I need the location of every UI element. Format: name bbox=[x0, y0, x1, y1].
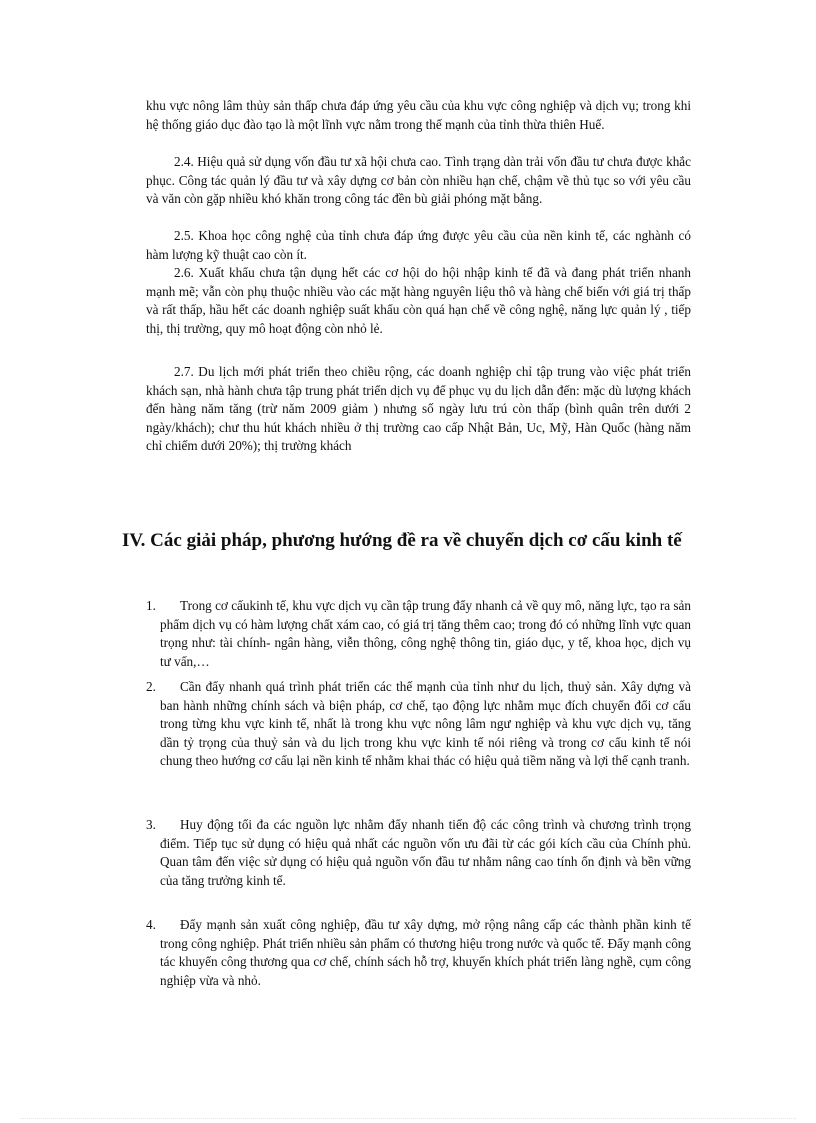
paragraph-2-5: 2.5. Khoa học công nghệ của tỉnh chưa đáp ứng được yêu cầu của nền kinh tế, các nghành có hàm lượng kỹ thuật cao còn ít. bbox=[146, 228, 691, 262]
list-item-number: 4. bbox=[146, 917, 156, 932]
list-item-text: Trong cơ cấukinh tế, khu vực dịch vụ cần tập trung đẩy nhanh cả về quy mô, năng lực, tạo ra sản phẩm dịch vụ có hàm lượng chất xám cao, có giá trị tăng thêm cao; trong đó có những lĩnh vực quan trọng như: tài chính- ngân hàng, viễn thông, công nghệ thông tin, giáo dục, y tế, khoa học, dịch vụ tư vấn,… bbox=[160, 598, 691, 669]
paragraph-intro: khu vực nông lâm thủy sản thấp chưa đáp ứng yêu cầu của khu vực công nghiệp và dịch vụ; trong khi hệ thống giáo dục đào tạo là một lĩnh vực nằm trong thế mạnh của tỉnh thừa thiên Huế. bbox=[146, 98, 691, 132]
list-item-text: Huy động tối đa các nguồn lực nhằm đẩy nhanh tiến độ các công trình và chương trình trọng điểm. Tiếp tục sử dụng có hiệu quả nhất các nguồn vốn ưu đãi từ các gói kích cầu của Chính phủ. Quan tâm đến việc sử dụng có hiệu quả nguồn vốn đầu tư nhằm nâng cao tính ổn định và bền vững của tăng trưởng kinh tế. bbox=[160, 817, 691, 888]
list-item-number: 1. bbox=[146, 598, 156, 613]
section-heading: IV. Các giải pháp, phương hướng đề ra về chuyển dịch cơ cấu kinh tế bbox=[122, 530, 682, 551]
list-item-number: 3. bbox=[146, 817, 156, 832]
list-item-number: 2. bbox=[146, 679, 156, 694]
page-bottom-rule bbox=[20, 1118, 796, 1119]
list-item bbox=[146, 916, 691, 990]
list-item bbox=[146, 597, 691, 671]
list-item-text: Đẩy mạnh sản xuất công nghiệp, đầu tư xây dựng, mở rộng nâng cấp các thành phần kinh tế trong công nghiệp. Phát triển nhiều sản phẩm có thương hiệu trong nước và quốc tế. Đẩy mạnh công tác khuyến công thương qua cơ chế, chính sách hỗ trợ, khuyến khích phát triển làng nghề, cụm công nghiệp vừa và nhỏ. bbox=[160, 917, 691, 988]
list-item bbox=[146, 678, 691, 771]
paragraph-2-6: 2.6. Xuất khẩu chưa tận dụng hết các cơ hội do hội nhập kinh tế đã và đang phát triển nhanh mạnh mẽ; vẫn còn phụ thuộc nhiều vào các mặt hàng nguyên liệu thô và hàng chế biến với giá trị thấp và rất thấp, hầu hết các doanh nghiệp suất khẩu còn quá hạn chế về công nghệ, năng lực quản lý , tiếp thị, thị trường, quy mô hoạt động còn nhỏ lẻ. bbox=[146, 265, 691, 336]
paragraph-2-7: 2.7. Du lịch mới phát triển theo chiều rộng, các doanh nghiệp chỉ tập trung vào việc phát triển khách sạn, nhà hành chưa tập trung phát triển dịch vụ để phục vụ du lịch dẫn đến: mặc dù lượng khách đến hàng năm tăng (trừ năm 2009 giảm ) nhưng số ngày lưu trú còn thấp (bình quân trên dưới 2 ngày/khách); chư thu hút khách nhiều ở thị trường cao cấp Nhật Bản, Uc, Mỹ, Hàn Quốc (hàng năm chỉ chiếm dưới 20%); thị trường khách bbox=[146, 364, 691, 454]
list-item-text: Cần đẩy nhanh quá trình phát triển các thế mạnh của tỉnh như du lịch, thuỷ sản. Xây dựng và ban hành những chính sách và biện pháp, cơ chế, tạo động lực nhằm mục đích chuyển đổi cơ cấu trong từng khu vực kinh tế, nhất là trong khu vực nông lâm ngư nghiệp và khu vực dịch vụ, tăng dần tỷ trọng của thuỷ sản và du lịch trong khu vực kinh tế nói riêng và trong cơ cấu kinh tế nói chung theo hướng cơ cấu lại nền kinh tế nhằm khai thác có hiệu quả tiềm năng và lợi thế cạnh tranh. bbox=[160, 679, 691, 769]
paragraph-2-4: 2.4. Hiệu quả sử dụng vốn đầu tư xã hội chưa cao. Tình trạng dàn trải vốn đầu tư chưa được khắc phục. Công tác quản lý đầu tư và xây dựng cơ bản còn nhiều hạn chế, chậm về thủ tục so với yêu cầu và văn còn gặp nhiều khó khăn trong công tác đền bù giải phóng mặt bằng. bbox=[146, 154, 691, 207]
list-item bbox=[146, 816, 691, 890]
